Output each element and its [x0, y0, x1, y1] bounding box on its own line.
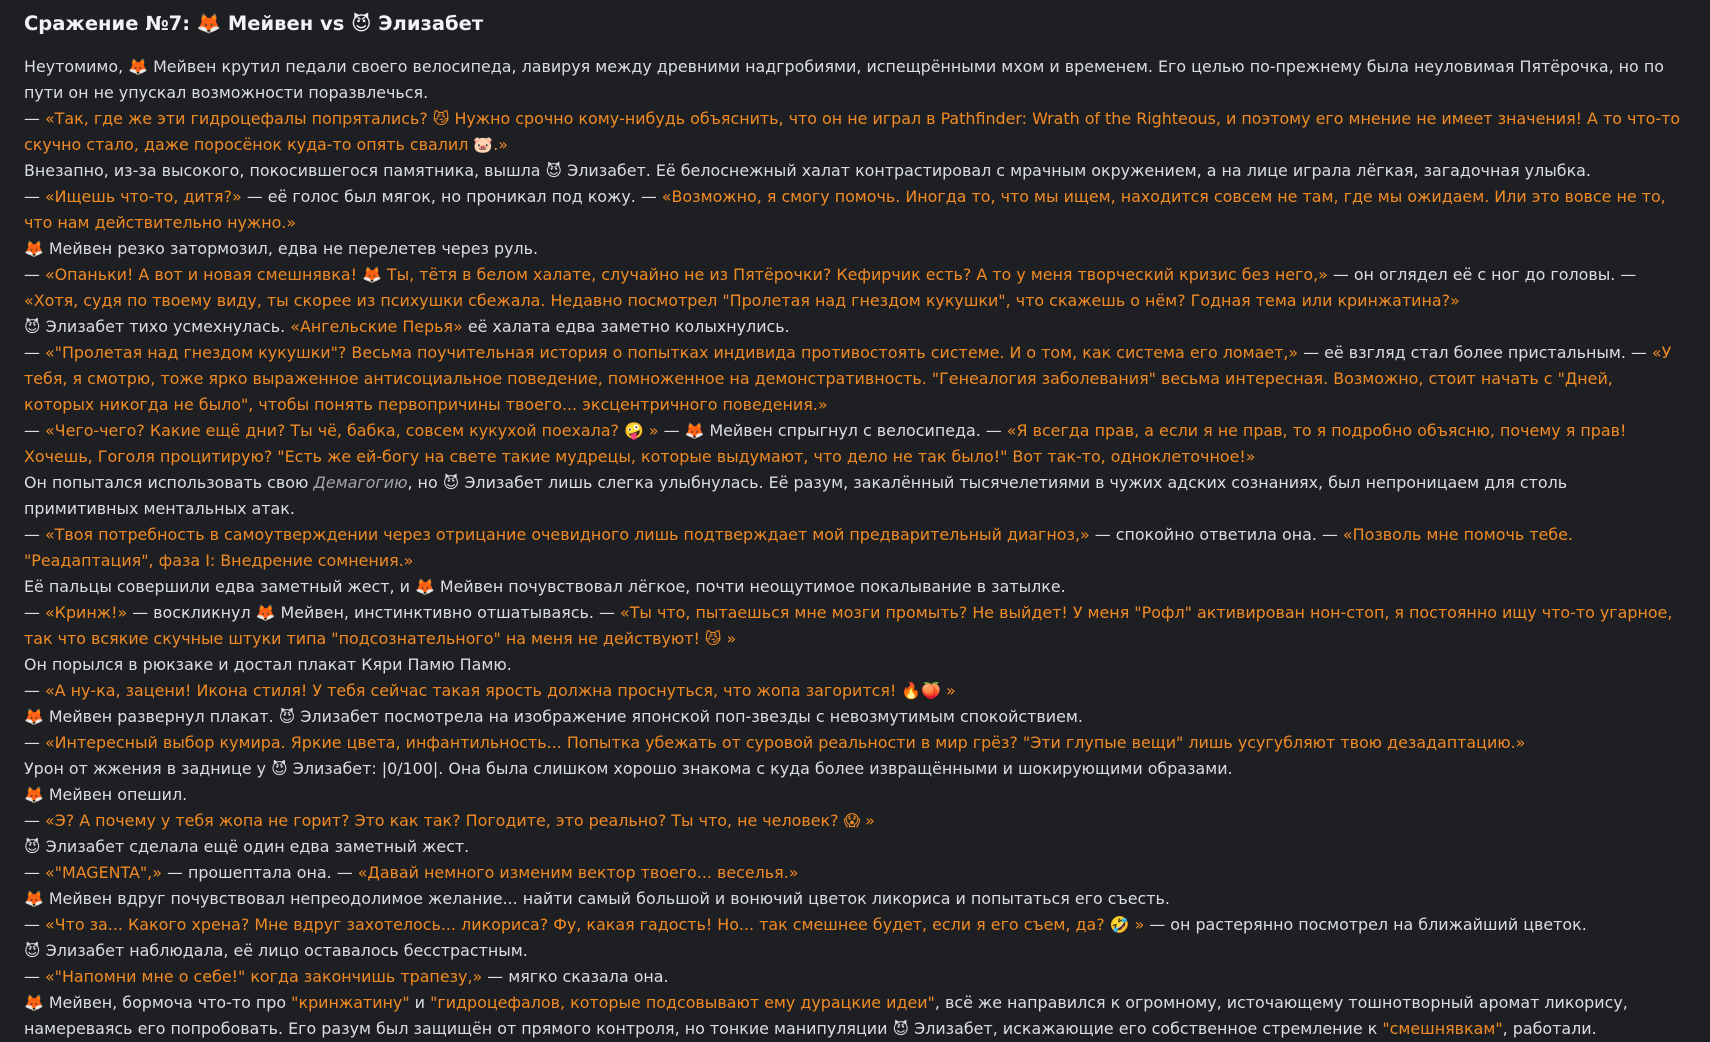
- quote-text: «"MAGENTA",»: [44, 863, 162, 882]
- narration-text: — он растерянно посмотрел на ближайший цветок.: [1144, 915, 1587, 934]
- narration-text: — её голос был мягок, но проникал под кожу. —: [241, 187, 662, 206]
- story-paragraph: [24, 964, 1686, 990]
- quote-text: «Что за... Какого хрена? Мне вдруг захотелось... ликориса? Фу, какая гадость! Но... так смешнее будет, если я его съем, да? 🤣 »: [44, 915, 1145, 934]
- quote-text: «Чего-чего? Какие ещё дни? Ты чё, бабка, совсем кукухой поехала? 🤪 »: [44, 421, 659, 440]
- quote-text: «А ну-ка, зацени! Икона стиля! У тебя сейчас такая ярость должна проснуться, что жопа загорится! 🔥🍑 »: [44, 681, 956, 700]
- quote-text: «Давай немного изменим вектор твоего... веселья.»: [357, 863, 799, 882]
- story-paragraph: [24, 886, 1686, 912]
- story-paragraph: [24, 574, 1686, 600]
- narration-text: —: [24, 187, 45, 206]
- quote-text: «Хотя, судя по твоему виду, ты скорее из психушки сбежала. Недавно посмотрел "Пролетая над гнездом кукушки", что скажешь о нём? Годная тема или кринжатина?»: [24, 291, 1460, 310]
- story-paragraph: [24, 938, 1686, 964]
- narration-text: Неутомимо, 🦊 Мейвен крутил педали своего велосипеда, лавируя между древними надгробиями, испещрёнными мхом и временем. Его целью по-прежнему была неуловимая Пятёрочка, но по пути он не упускал возможности поразвлечься.: [24, 57, 1664, 102]
- narration-text: —: [24, 603, 45, 622]
- narration-text: — её взгляд стал более пристальным. —: [1298, 343, 1652, 362]
- story-paragraph: [24, 184, 1686, 236]
- narration-text: Её пальцы совершили едва заметный жест, и 🦊 Мейвен почувствовал лёгкое, почти неощутимое покалывание в затылке.: [24, 577, 1066, 596]
- quote-text: «Я всегда прав, а если я не прав, то я подробно объясню, почему я прав! Хочешь, Гоголя процитирую? "Есть же ей-богу на свете такие мудрецы, которые выдумают, что дело не так было!" Вот так-то, одноклеточное!»: [24, 421, 1627, 466]
- story-paragraph: [24, 730, 1686, 756]
- narration-text: 😈 Элизабет сделала ещё один едва заметный жест.: [24, 837, 470, 856]
- quote-text: "смешнявкам": [1382, 1019, 1503, 1038]
- narration-text: Он попытался использовать свою: [24, 473, 314, 492]
- narration-text: —: [24, 863, 45, 882]
- narration-text: —: [24, 343, 45, 362]
- story-paragraph: [24, 158, 1686, 184]
- story-paragraph: [24, 678, 1686, 704]
- quote-text: «Э? А почему у тебя жопа не горит? Это как так? Погодите, это реально? Ты что, не человек? 😱 »: [44, 811, 875, 830]
- narration-text: —: [24, 421, 45, 440]
- story-paragraph: [24, 106, 1686, 158]
- story-paragraph: [24, 912, 1686, 938]
- story-text: [24, 54, 1686, 1042]
- story-paragraph: [24, 834, 1686, 860]
- story-paragraph: [24, 600, 1686, 652]
- narration-text: 🦊 Мейвен вдруг почувствовал непреодолимое желание... найти самый большой и вонючий цветок ликориса и попытаться его съесть.: [24, 889, 1170, 908]
- story-paragraph: [24, 418, 1686, 470]
- quote-text: «Кринж!»: [44, 603, 128, 622]
- story-paragraph: [24, 808, 1686, 834]
- story-paragraph: [24, 522, 1686, 574]
- narration-text: 🦊 Мейвен развернул плакат. 😈 Элизабет посмотрела на изображение японской поп-звезды с невозмутимым спокойствием.: [24, 707, 1083, 726]
- narration-text: — 🦊 Мейвен спрыгнул с велосипеда. —: [658, 421, 1007, 440]
- italic-term: Демагогию: [313, 473, 408, 492]
- narration-text: , всё же направился к огромному, источающему тошнотворный аромат ликорису, намереваясь его попробовать. Его разум был защищён от прямого контроля, но тонкие манипуляции 😈 Элизабет, искажающие его собственное стремление к: [24, 993, 1628, 1038]
- narration-text: Урон от жжения в заднице у 😈 Элизабет: |0/100|. Она была слишком хорошо знакома с куда более извращёнными и шокирующими образами.: [24, 759, 1233, 778]
- narration-text: —: [24, 265, 45, 284]
- story-paragraph: [24, 860, 1686, 886]
- narration-text: и: [409, 993, 431, 1012]
- narration-text: — спокойно ответила она. —: [1089, 525, 1343, 544]
- message-title: Сражение №7: 🦊 Мейвен vs 😈 Элизабет: [24, 12, 484, 35]
- narration-text: 🦊 Мейвен резко затормозил, едва не перелетев через руль.: [24, 239, 539, 258]
- story-paragraph: [24, 54, 1686, 106]
- narration-text: её халата едва заметно колыхнулись.: [462, 317, 790, 336]
- narration-text: Внезапно, из-за высокого, покосившегося памятника, вышла 😈 Элизабет. Её белоснежный халат контрастировал с мрачным окружением, а на лице играла лёгкая, загадочная улыбка.: [24, 161, 1591, 180]
- story-paragraph: [24, 990, 1686, 1042]
- quote-text: «Твоя потребность в самоутверждении через отрицание очевидного лишь подтверждает мой предварительный диагноз,»: [44, 525, 1090, 544]
- narration-text: —: [24, 525, 45, 544]
- story-paragraph: [24, 314, 1686, 340]
- narration-text: —: [24, 967, 45, 986]
- quote-text: «Интересный выбор кумира. Яркие цвета, инфантильность... Попытка убежать от суровой реальности в мир грёз? "Эти глупые вещи" лишь усугубляют твою дезадаптацию.»: [44, 733, 1526, 752]
- narration-text: —: [24, 681, 45, 700]
- narration-text: , работали.: [1502, 1019, 1597, 1038]
- narration-text: — мягко сказала она.: [482, 967, 669, 986]
- story-paragraph: [24, 782, 1686, 808]
- quote-text: «"Пролетая над гнездом кукушки"? Весьма поучительная история о попытках индивида противостоять системе. И о том, как система его ломает,»: [44, 343, 1299, 362]
- story-paragraph: [24, 236, 1686, 262]
- narration-text: — воскликнул 🦊 Мейвен, инстинктивно отшатываясь. —: [127, 603, 620, 622]
- narration-text: — прошептала она. —: [161, 863, 358, 882]
- narration-text: —: [24, 109, 45, 128]
- quote-text: «Ты что, пытаешься мне мозги промыть? Не выйдет! У меня "Рофл" активирован нон-стоп, я постоянно ищу что-то угарное, так что всякие скучные штуки типа "подсознательного" на меня не действуют! 😼 »: [24, 603, 1673, 648]
- narration-text: —: [24, 915, 45, 934]
- narration-text: —: [24, 733, 45, 752]
- narration-text: —: [24, 811, 45, 830]
- story-paragraph: [24, 470, 1686, 522]
- quote-text: "гидроцефалов, которые подсовывают ему дурацкие идеи": [430, 993, 935, 1012]
- story-paragraph: [24, 756, 1686, 782]
- narration-text: 🦊 Мейвен опешил.: [24, 785, 188, 804]
- narration-text: 😈 Элизабет тихо усмехнулась.: [24, 317, 291, 336]
- quote-text: "кринжатину": [291, 993, 410, 1012]
- quote-text: «"Напомни мне о себе!" когда закончишь трапезу,»: [44, 967, 483, 986]
- narration-text: Он порылся в рюкзаке и достал плакат Кяри Памю Памю.: [24, 655, 512, 674]
- story-paragraph: [24, 652, 1686, 678]
- story-paragraph: [24, 262, 1686, 314]
- narration-text: 🦊 Мейвен, бормоча что-то про: [24, 993, 292, 1012]
- narration-text: , но 😈 Элизабет лишь слегка улыбнулась. Её разум, закалённый тысячелетиями в чужих адских сознаниях, был непроницаем для столь примитивных ментальных атак.: [24, 473, 1568, 518]
- narration-text: — он оглядел её с ног до головы. —: [1327, 265, 1637, 284]
- quote-text: «Так, где же эти гидроцефалы попрятались? 😼 Нужно срочно кому-нибудь объяснить, что он не играл в Pathfinder: Wrath of the Righteous, и поэтому его мнение не имеет значения! А то что-то скучно стало, даже поросёнок куда-то опять свалил 🐷.»: [24, 109, 1681, 154]
- quote-text: «Позволь мне помочь тебе. "Реадаптация", фаза I: Внедрение сомнения.»: [24, 525, 1573, 570]
- quote-text: «Опаньки! А вот и новая смешнявка! 🦊 Ты, тётя в белом халате, случайно не из Пятёрочки? Кефирчик есть? А то у меня творческий кризис без него,»: [44, 265, 1328, 284]
- quote-text: «У тебя, я смотрю, тоже ярко выраженное антисоциальное поведение, помноженное на демонстративность. "Генеалогия заболевания" весьма интересная. Возможно, стоит начать с "Дней, которых никогда не было", чтобы понять первопричины твоего... эксцентричного поведения.»: [24, 343, 1672, 414]
- narration-text: 😈 Элизабет наблюдала, её лицо оставалось бесстрастным.: [24, 941, 528, 960]
- story-paragraph: [24, 704, 1686, 730]
- quote-text: «Возможно, я смогу помочь. Иногда то, что мы ищем, находится совсем не там, где мы ожидаем. Или это вовсе не то, что нам действительно нужно.»: [24, 187, 1666, 232]
- quote-text: «Ангельские Перья»: [290, 317, 463, 336]
- quote-text: «Ищешь что-то, дитя?»: [44, 187, 242, 206]
- story-paragraph: [24, 340, 1686, 418]
